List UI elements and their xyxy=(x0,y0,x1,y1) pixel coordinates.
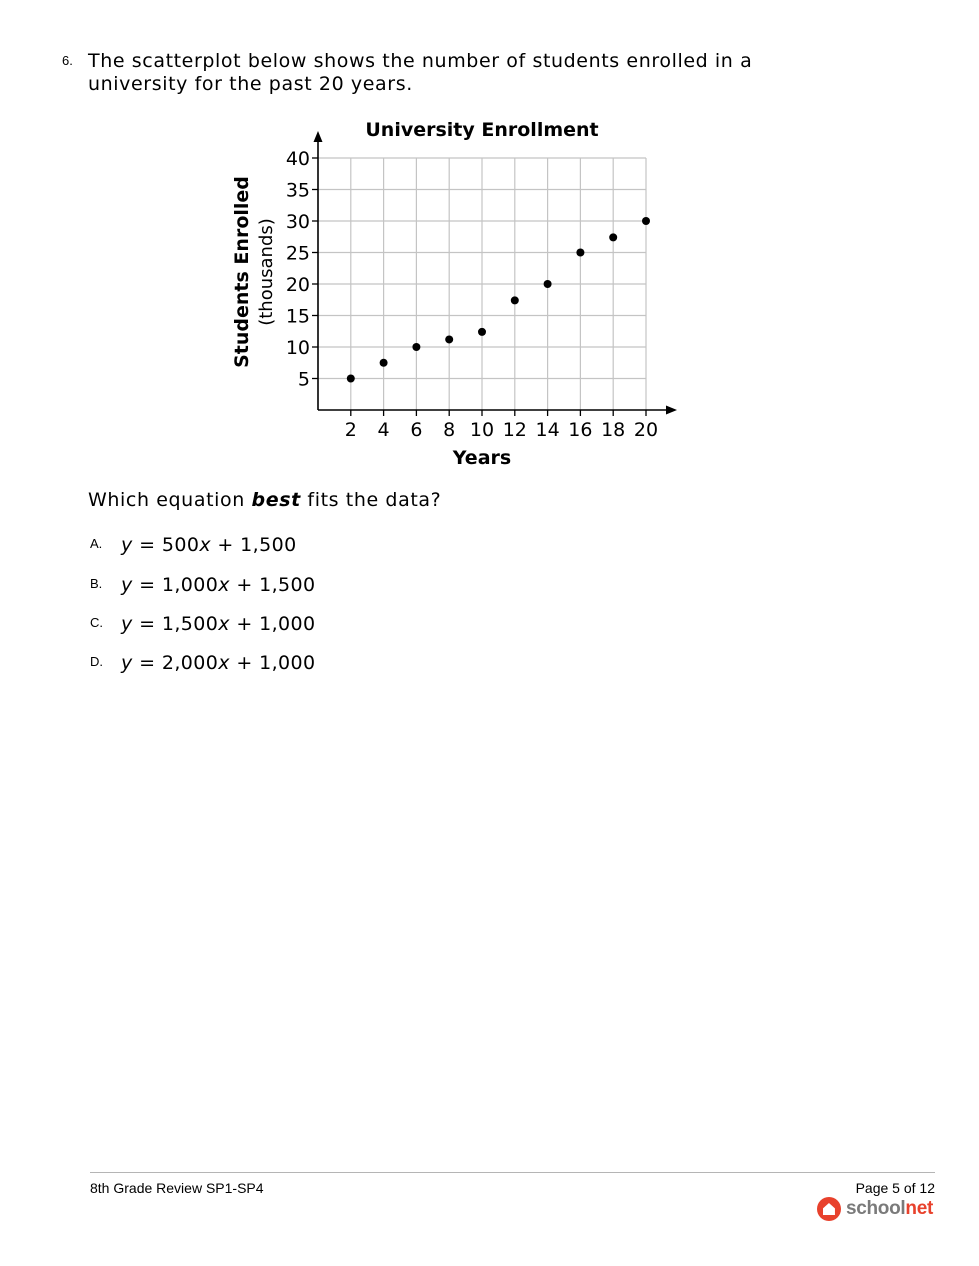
question-line-2: university for the past 20 years. xyxy=(88,73,413,95)
y-axis-sublabel: (thousands) xyxy=(256,218,277,326)
x-tick-label: 18 xyxy=(601,419,626,441)
data-point xyxy=(445,335,453,343)
chart-title: University Enrollment xyxy=(365,119,599,141)
y-tick-label: 15 xyxy=(285,305,310,328)
prompt-after: fits the data? xyxy=(300,489,442,511)
question-line-1: The scatterplot below shows the number of students enrolled in a xyxy=(88,50,753,72)
data-point xyxy=(478,328,486,336)
scatterplot-chart xyxy=(225,112,685,474)
data-point xyxy=(544,280,552,288)
logo-text: schoolnet xyxy=(845,1198,933,1219)
y-tick-label: 35 xyxy=(285,179,310,202)
question-number: 6. xyxy=(62,53,73,68)
y-tick-label: 30 xyxy=(285,211,310,233)
footer-title: 8th Grade Review SP1-SP4 xyxy=(90,1180,264,1196)
y-tick-label: 10 xyxy=(285,337,310,359)
footer-divider xyxy=(90,1172,935,1173)
question-prompt xyxy=(88,489,441,511)
y-tick-label: 5 xyxy=(297,368,310,391)
x-tick-label: 2 xyxy=(344,419,357,441)
choice-equation: y = 1,500x + 1,000 xyxy=(121,613,316,635)
x-tick-label: 8 xyxy=(443,419,456,441)
house-icon xyxy=(817,1197,841,1221)
x-tick-label: 6 xyxy=(410,419,423,441)
x-axis-label: Years xyxy=(452,447,512,469)
prompt-emphasis: best xyxy=(251,489,301,511)
question-text xyxy=(88,50,788,96)
data-point xyxy=(609,233,617,241)
x-tick-label: 20 xyxy=(633,419,659,441)
x-tick-label: 12 xyxy=(502,419,527,441)
choice-letter: D. xyxy=(90,654,103,669)
data-point xyxy=(511,296,519,304)
x-tick-label: 14 xyxy=(535,419,560,441)
prompt-before: Which equation xyxy=(88,489,252,511)
choice-letter: B. xyxy=(90,576,103,591)
data-point xyxy=(642,217,650,225)
x-axis-arrow xyxy=(666,406,677,415)
data-point xyxy=(380,359,388,367)
choice-letter: C. xyxy=(90,615,103,630)
y-tick-label: 40 xyxy=(285,148,310,170)
y-axis-arrow xyxy=(314,131,323,142)
x-tick-label: 4 xyxy=(377,419,390,441)
data-point xyxy=(412,343,420,351)
y-tick-label: 20 xyxy=(285,274,310,296)
page-number: Page 5 of 12 xyxy=(855,1180,935,1196)
choice-equation: y = 500x + 1,500 xyxy=(121,534,297,556)
y-tick-label: 25 xyxy=(285,242,310,265)
data-point xyxy=(347,375,355,383)
x-tick-label: 10 xyxy=(469,419,495,441)
data-point xyxy=(576,249,584,257)
choice-letter: A. xyxy=(90,536,103,551)
y-axis-label: Students Enrolled xyxy=(231,176,253,368)
choice-equation: y = 1,000x + 1,500 xyxy=(121,574,316,596)
choice-equation: y = 2,000x + 1,000 xyxy=(121,652,316,674)
x-tick-label: 16 xyxy=(568,419,593,441)
schoolnet-logo xyxy=(817,1196,933,1222)
